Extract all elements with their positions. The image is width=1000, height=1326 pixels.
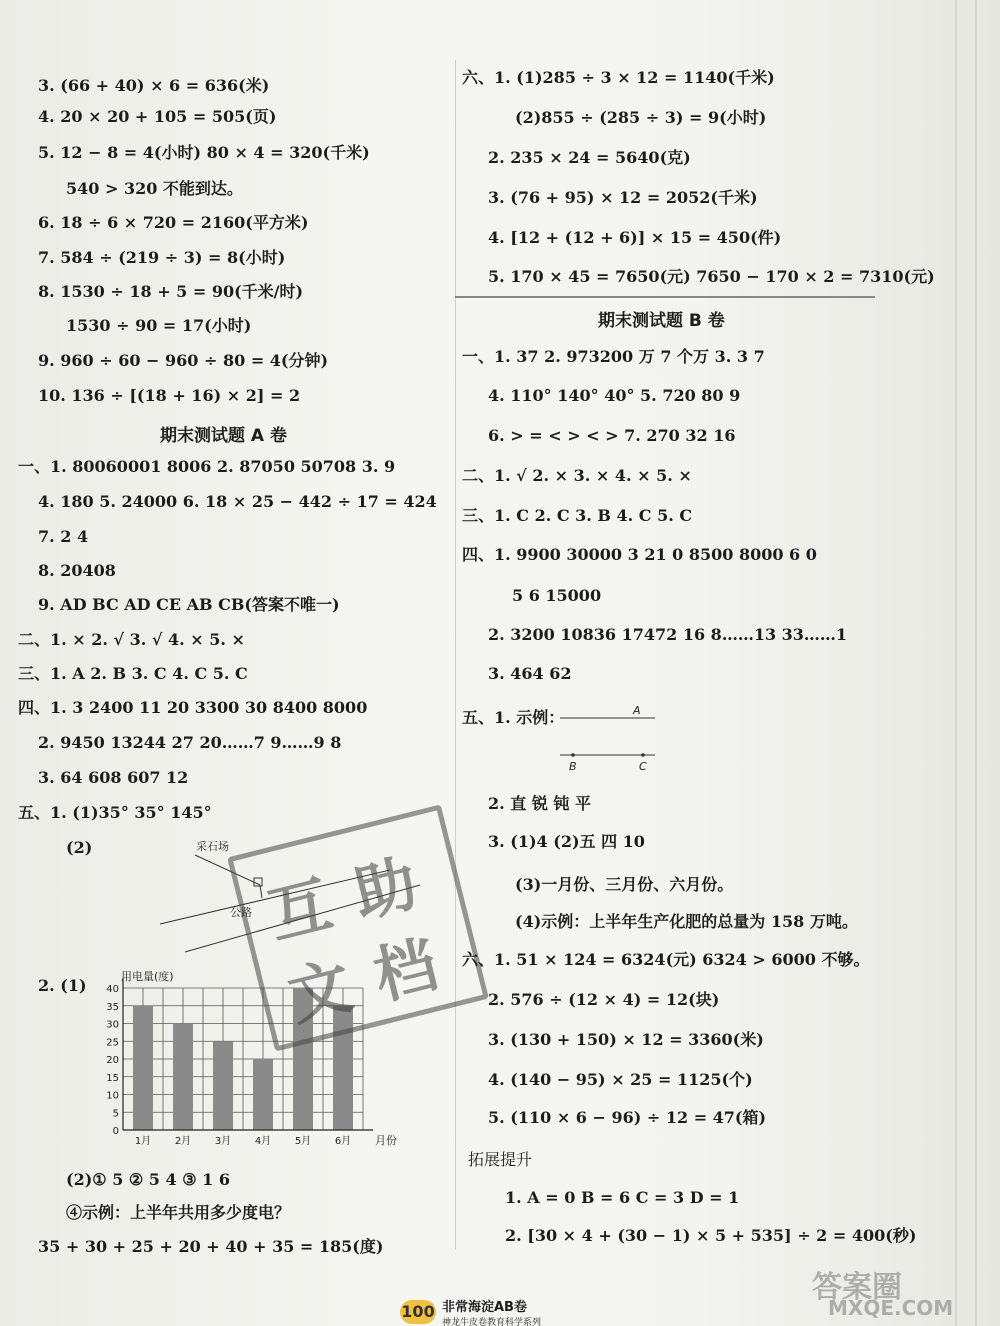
watermark-logo: 答案圈 bbox=[812, 1270, 902, 1305]
bar bbox=[253, 1059, 273, 1130]
x-tick-label: 2月 bbox=[174, 1136, 192, 1147]
answer-line: 10. 136 ÷ [(18 + 16) × 2] = 2 bbox=[38, 386, 301, 405]
answer-line: 三、1. A 2. B 3. C 4. C 5. C bbox=[18, 664, 248, 683]
answer-line: 4. 110° 140° 40° 5. 720 80 9 bbox=[488, 386, 741, 405]
answer-line: 6. > = < > < > 7. 270 32 16 bbox=[488, 426, 736, 445]
answer-line: 4. 20 × 20 + 105 = 505(页) bbox=[38, 107, 277, 126]
road-label: 公路 bbox=[230, 906, 252, 919]
answer-line: 4. (140 − 95) × 25 = 1125(个) bbox=[488, 1070, 753, 1089]
answer-line: 2. 235 × 24 = 5640(克) bbox=[488, 148, 691, 167]
answer-line: 9. AD BC AD CE AB CB(答案不唯一) bbox=[38, 595, 340, 614]
answer-line: 1. A = 0 B = 6 C = 3 D = 1 bbox=[505, 1188, 740, 1207]
bar bbox=[173, 1024, 193, 1131]
answer-line: (2) bbox=[66, 838, 93, 857]
answer-line: 1530 ÷ 90 = 17(小时) bbox=[66, 316, 252, 335]
answer-line: ④示例：上半年共用多少度电？ bbox=[66, 1203, 291, 1222]
answer-line: 9. 960 ÷ 60 − 960 ÷ 80 = 4(分钟) bbox=[38, 351, 329, 370]
section-divider bbox=[455, 296, 875, 298]
answer-line: 3. (130 + 150) × 12 = 3360(米) bbox=[488, 1030, 764, 1049]
footer bbox=[400, 1296, 541, 1326]
stamp-char: 互 bbox=[261, 867, 339, 953]
answer-line: 35 + 30 + 25 + 20 + 40 + 35 = 185(度) bbox=[38, 1237, 384, 1256]
stamp-char: 档 bbox=[366, 927, 445, 1014]
section-title-b: 期末测试题 B 卷 bbox=[598, 311, 725, 331]
origin-label: 0 bbox=[112, 1126, 119, 1137]
y-axis-label: 用电量(度) bbox=[121, 970, 174, 983]
answer-line: 一、1. 80060001 8006 2. 87050 50708 3. 9 bbox=[18, 457, 396, 476]
x-axis-label: 月份 bbox=[375, 1134, 397, 1147]
answer-line: 7. 584 ÷ (219 ÷ 3) = 8(小时) bbox=[38, 248, 286, 267]
answer-line: 3. 64 608 607 12 bbox=[38, 768, 189, 787]
x-tick-label: 4月 bbox=[254, 1136, 272, 1147]
answer-line: 2. [30 × 4 + (30 − 1) × 5 + 535] ÷ 2 = 400(秒) bbox=[505, 1226, 917, 1245]
point bbox=[641, 753, 645, 757]
answer-line: 7. 2 4 bbox=[38, 527, 89, 546]
y-tick-label: 15 bbox=[106, 1072, 119, 1084]
y-tick-label: 35 bbox=[106, 1001, 119, 1013]
answer-line: 四、1. 9900 30000 3 21 0 8500 8000 6 0 bbox=[462, 545, 817, 564]
answer-line: 2. 直 锐 钝 平 bbox=[488, 794, 591, 813]
answer-line: 4. [12 + (12 + 6)] × 15 = 450(件) bbox=[488, 228, 782, 247]
x-tick-label: 5月 bbox=[294, 1136, 312, 1147]
answer-line: 5. 170 × 45 = 7650(元) 7650 − 170 × 2 = 7310(元) bbox=[488, 267, 935, 286]
answer-line: 一、1. 37 2. 973200 万 7 个万 3. 3 7 bbox=[462, 347, 765, 366]
bar bbox=[213, 1041, 233, 1130]
answer-line: 六、1. 51 × 124 = 6324(元) 6324 > 6000 不够。 bbox=[462, 950, 870, 969]
answer-line: 四、1. 3 2400 11 20 3300 30 8400 8000 bbox=[18, 698, 368, 717]
answer-line: 4. 180 5. 24000 6. 18 × 25 − 442 ÷ 17 = 424 bbox=[38, 492, 437, 511]
answer-line: 5 6 15000 bbox=[512, 586, 602, 605]
x-tick-label: 1月 bbox=[134, 1136, 152, 1147]
bar bbox=[133, 1006, 153, 1130]
point-label-b: B bbox=[569, 760, 577, 773]
watermark-url: MXQE.COM bbox=[828, 1296, 954, 1320]
answer-line: 六、1. (1)285 ÷ 3 × 12 = 1140(千米) bbox=[462, 68, 775, 87]
book-title: 非常海淀AB卷 bbox=[442, 1300, 527, 1315]
y-tick-label: 20 bbox=[106, 1055, 119, 1066]
answer-line: 3. (66 + 40) × 6 = 636(米) bbox=[38, 76, 270, 95]
answer-line: 8. 20408 bbox=[38, 561, 116, 580]
answer-line: 3. (1)4 (2)五 四 10 bbox=[488, 832, 645, 851]
answer-line: 五、1. (1)35° 35° 145° bbox=[18, 803, 212, 822]
answer-line: 五、1. 示例： bbox=[462, 708, 565, 727]
page-edge bbox=[975, 0, 977, 1326]
y-tick-label: 5 bbox=[112, 1108, 119, 1120]
chart-question-label: 2. (1) bbox=[38, 976, 87, 995]
x-tick-label: 3月 bbox=[214, 1136, 232, 1147]
answer-line: 540 > 320 不能到达。 bbox=[66, 179, 243, 198]
answer-line: 5. 12 − 8 = 4(小时) 80 × 4 = 320(千米) bbox=[38, 143, 370, 162]
answer-line: 5. (110 × 6 − 96) ÷ 12 = 47(箱) bbox=[488, 1108, 767, 1127]
answer-line: (2)① 5 ② 5 4 ③ 1 6 bbox=[66, 1170, 230, 1189]
page-edge bbox=[955, 0, 957, 1326]
answer-line: (2)855 ÷ (285 ÷ 3) = 9(小时) bbox=[515, 108, 767, 127]
y-tick-label: 40 bbox=[106, 984, 119, 995]
answer-line: (4)示例：上半年生产化肥的总量为 158 万吨。 bbox=[515, 912, 858, 931]
answer-line: 8. 1530 ÷ 18 + 5 = 90(千米/时) bbox=[38, 282, 304, 301]
answer-line: 二、1. √ 2. × 3. × 4. × 5. × bbox=[462, 466, 692, 485]
point-label-c: C bbox=[639, 760, 647, 773]
answer-line: 二、1. × 2. √ 3. √ 4. × 5. × bbox=[18, 630, 245, 649]
answer-line: 6. 18 ÷ 6 × 720 = 2160(平方米) bbox=[38, 213, 309, 232]
section-title-extension: 拓展提升 bbox=[468, 1150, 533, 1169]
quarry-label: 采石场 bbox=[196, 840, 229, 853]
y-tick-label: 10 bbox=[106, 1090, 119, 1102]
point bbox=[571, 753, 575, 757]
answer-line: (3)一月份、三月份、六月份。 bbox=[515, 875, 734, 894]
answer-line: 2. 3200 10836 17472 16 8……13 33……1 bbox=[488, 625, 848, 644]
book-series: 神龙牛皮卷教育科学系列 bbox=[442, 1318, 542, 1326]
y-tick-label: 30 bbox=[106, 1019, 119, 1031]
stamp-char: 助 bbox=[346, 845, 425, 932]
answer-line: 三、1. C 2. C 3. B 4. C 5. C bbox=[462, 506, 693, 525]
answer-line: 3. (76 + 95) × 12 = 2052(千米) bbox=[488, 188, 758, 207]
line-sketch bbox=[555, 700, 665, 775]
answer-line: 3. 464 62 bbox=[488, 664, 572, 683]
page-number: 100 bbox=[400, 1300, 436, 1324]
stamp-char: 文 bbox=[281, 948, 360, 1035]
column-divider bbox=[455, 60, 456, 1250]
section-title-a: 期末测试题 A 卷 bbox=[160, 426, 287, 446]
point-label-a: A bbox=[633, 704, 641, 717]
answer-line: 2. 9450 13244 27 20……7 9……9 8 bbox=[38, 733, 342, 752]
y-tick-label: 25 bbox=[106, 1037, 119, 1049]
answer-line: 2. 576 ÷ (12 × 4) = 12(块) bbox=[488, 990, 720, 1009]
x-tick-label: 6月 bbox=[334, 1136, 352, 1147]
